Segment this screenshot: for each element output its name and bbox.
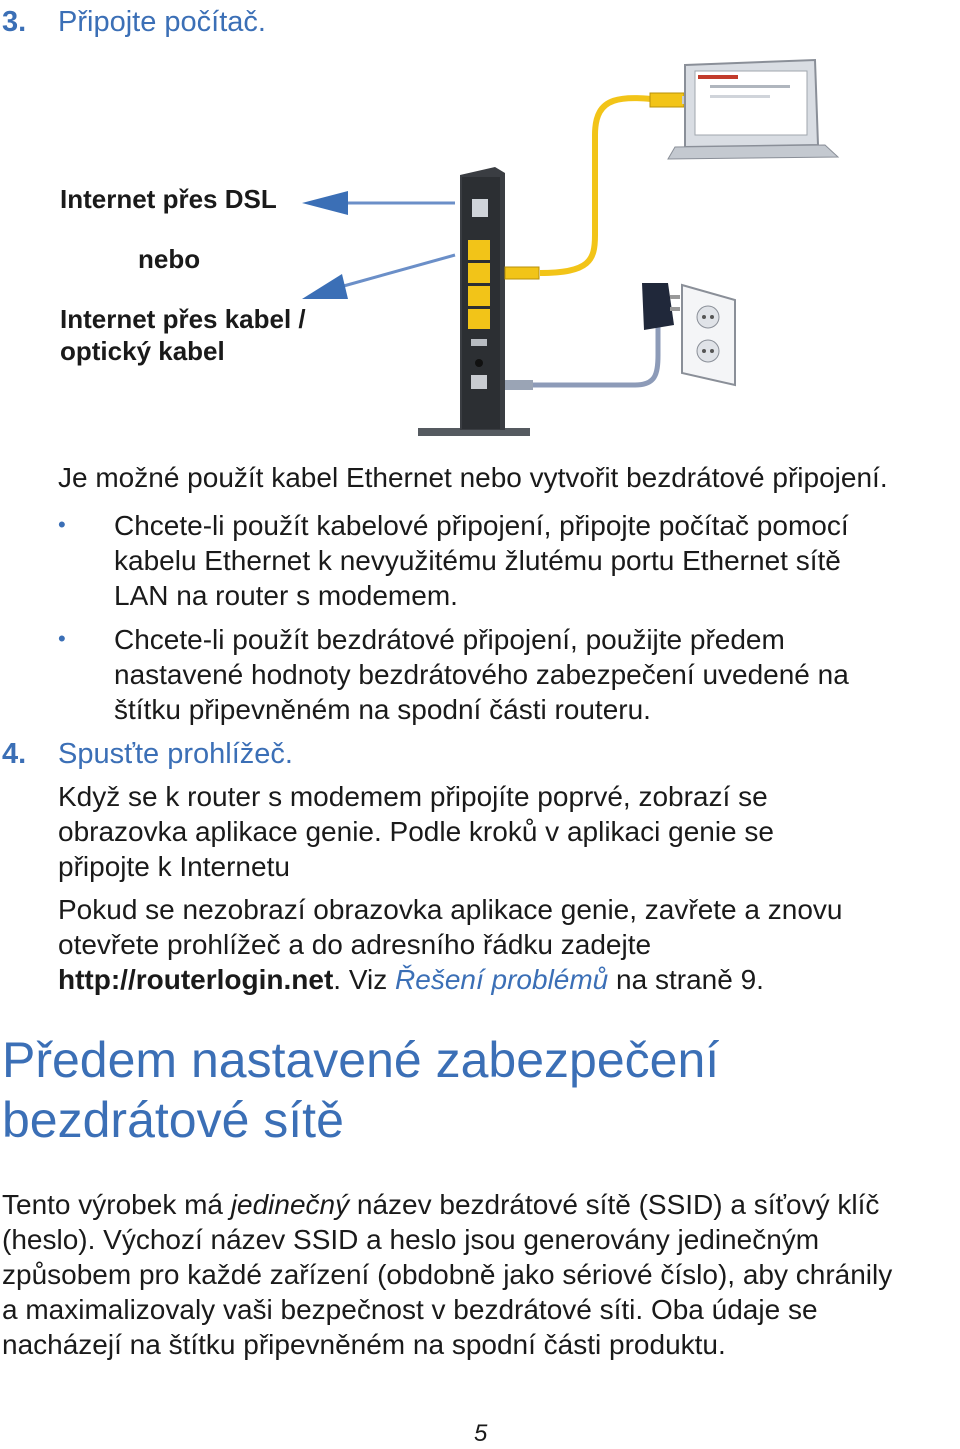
lan-port-1 xyxy=(468,240,490,260)
troubleshooting-link[interactable]: Řešení problémů xyxy=(395,964,609,995)
paragraph-line: (heslo). Výchozí název SSID a heslo jsou generovány jedinečným xyxy=(2,1224,820,1255)
label-internet-cable-2: optický kabel xyxy=(60,336,225,366)
bullet-2-line: Chcete-li použít bezdrátové připojení, použijte předem xyxy=(114,624,785,655)
text-segment: Tento výrobek má xyxy=(2,1189,231,1220)
power-adapter xyxy=(642,283,674,330)
emphasis-text: jedinečný xyxy=(230,1189,350,1220)
text-segment: na straně 9. xyxy=(608,964,764,995)
usb-port xyxy=(471,339,487,346)
arrow-cable xyxy=(302,255,455,299)
bullet-1-text xyxy=(114,508,849,613)
step-4-paragraph-2 xyxy=(58,892,842,997)
step-4-title: Spusťte prohlížeč. xyxy=(58,738,293,770)
lan-port-2 xyxy=(468,263,490,283)
bullet-2-line: nastavené hodnoty bezdrátového zabezpečení uvedené na xyxy=(114,659,849,690)
dsl-port xyxy=(472,199,488,217)
arrow-dsl xyxy=(302,191,455,215)
section-paragraph xyxy=(2,1187,892,1362)
paragraph-line: a maximalizovaly vaši bezpečnost v bezdrátové síti. Oba údaje se xyxy=(2,1294,818,1325)
step-4-number: 4. xyxy=(2,738,27,770)
paragraph-line: Pokud se nezobrazí obrazovka aplikace genie, zavřete a znovu xyxy=(58,894,843,925)
paragraph-line: nacházejí na štítku připevněném na spodní části produktu. xyxy=(2,1329,726,1360)
paragraph-line xyxy=(2,1187,892,1222)
text-segment: název bezdrátové sítě (SSID) a síťový klíč xyxy=(349,1189,880,1220)
step-4-paragraph-1 xyxy=(58,779,774,884)
bullet-marker: • xyxy=(58,512,66,537)
paragraph-line: obrazovka aplikace genie. Podle kroků v aplikaci genie se xyxy=(58,816,774,847)
heading-line: bezdrátové sítě xyxy=(2,1092,344,1148)
text-segment: . Viz xyxy=(333,964,396,995)
page-number: 5 xyxy=(474,1420,488,1447)
label-internet-cable-1: Internet přes kabel / xyxy=(60,304,306,334)
bullet-2-line: štítku připevněném na spodní části routeru. xyxy=(114,694,651,725)
bullet-1-line: Chcete-li použít kabelové připojení, připojte počítač pomocí xyxy=(114,510,849,541)
heading-line: Předem nastavené zabezpečení xyxy=(2,1032,720,1088)
section-heading xyxy=(2,1030,719,1150)
paragraph-line: způsobem pro každé zařízení (obdobně jako sériové číslo), aby chránily xyxy=(2,1259,893,1290)
power-port xyxy=(471,375,487,389)
step-3-title: Připojte počítač. xyxy=(58,6,266,38)
bullet-1-line: LAN na router s modemem. xyxy=(114,580,458,611)
bullet-2-text xyxy=(114,622,849,727)
bullet-1-line: kabelu Ethernet k nevyužitému žlutému portu Ethernet sítě xyxy=(114,545,841,576)
step-3-number: 3. xyxy=(2,6,27,38)
wall-outlet xyxy=(682,285,735,385)
power-cable xyxy=(505,283,680,390)
lan-port-4 xyxy=(468,309,490,329)
connection-diagram xyxy=(290,55,850,450)
ethernet-cable xyxy=(505,93,692,279)
paragraph-line: otevřete prohlížeč a do adresního řádku zadejte xyxy=(58,929,652,960)
label-or: nebo xyxy=(138,244,201,274)
paragraph-line: připojte k Internetu xyxy=(58,851,290,882)
router xyxy=(460,167,505,430)
paragraph-line: Když se k router s modemem připojíte poprvé, zobrazí se xyxy=(58,781,768,812)
lan-port-3 xyxy=(468,286,490,306)
paragraph-line-url xyxy=(58,962,842,997)
connect-intro: Je možné použít kabel Ethernet nebo vytvořit bezdrátové připojení. xyxy=(58,462,888,493)
router-url: http://routerlogin.net xyxy=(58,964,334,995)
laptop xyxy=(668,60,838,159)
bullet-marker: • xyxy=(58,626,66,651)
label-internet-dsl: Internet přes DSL xyxy=(60,184,277,214)
